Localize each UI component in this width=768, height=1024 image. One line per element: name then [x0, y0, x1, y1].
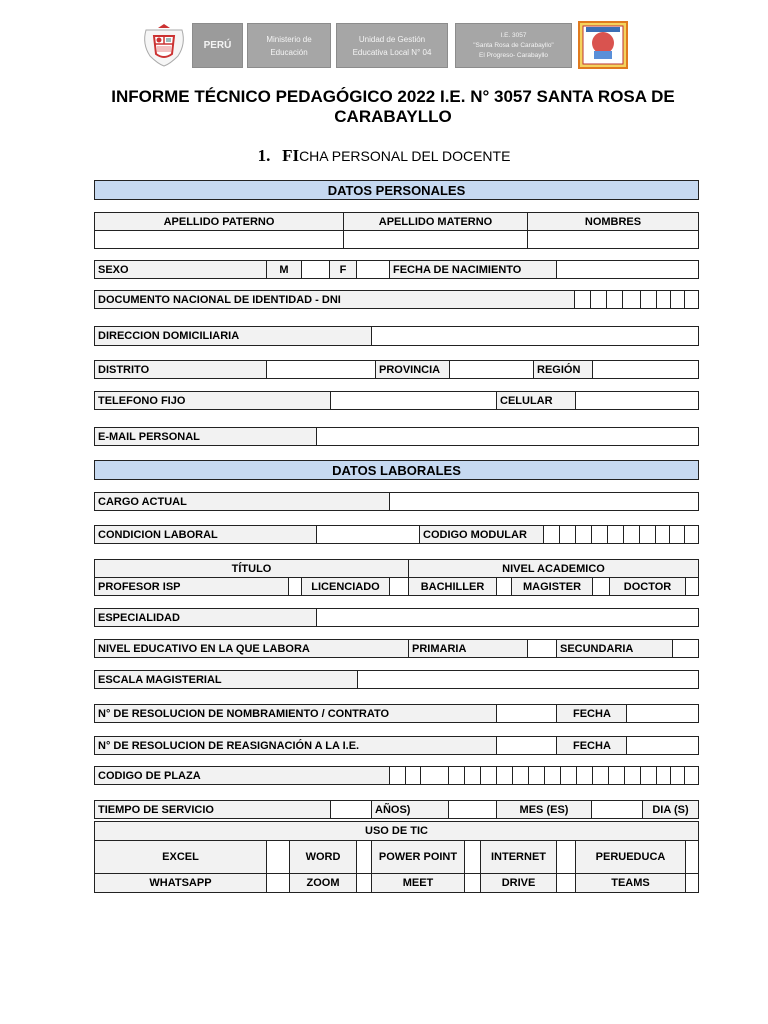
res-nombramiento-field[interactable]	[496, 704, 557, 723]
escala-field[interactable]	[357, 670, 699, 689]
codigo-plaza-box[interactable]	[670, 766, 685, 785]
provincia-field[interactable]	[449, 360, 534, 379]
codigo-plaza-box[interactable]	[448, 766, 465, 785]
licenciado-label: LICENCIADO	[301, 577, 390, 596]
nombres-label: NOMBRES	[527, 212, 699, 231]
tic-drive-checkbox[interactable]	[556, 873, 576, 893]
res-nombramiento-label: N° DE RESOLUCION DE NOMBRAMIENTO / CONTRATO	[94, 704, 497, 723]
codigo-modular-box[interactable]	[591, 525, 608, 544]
dni-digit-box[interactable]	[590, 290, 607, 309]
section-title-initial: FI	[282, 146, 300, 165]
res-reasignacion-label: N° DE RESOLUCION DE REASIGNACIÓN A LA I.E.	[94, 736, 497, 755]
tic-excel-label: EXCEL	[94, 840, 267, 874]
escala-label: ESCALA MAGISTERIAL	[94, 670, 358, 689]
tic-word-label: WORD	[289, 840, 357, 874]
codigo-plaza-box[interactable]	[496, 766, 513, 785]
sexo-label: SEXO	[94, 260, 267, 279]
dias-field[interactable]	[591, 800, 643, 819]
codigo-plaza-box[interactable]	[512, 766, 529, 785]
tic-whatsapp-checkbox[interactable]	[266, 873, 290, 893]
doctor-label: DOCTOR	[609, 577, 686, 596]
tic-perueduca-checkbox[interactable]	[685, 840, 699, 874]
res-reasignacion-fecha-label: FECHA	[556, 736, 627, 755]
anios-label: AÑOS)	[371, 800, 449, 819]
apellido-paterno-field[interactable]	[94, 230, 344, 249]
codigo-plaza-box[interactable]	[624, 766, 641, 785]
tic-powerpoint-checkbox[interactable]	[464, 840, 481, 874]
tic-meet-checkbox[interactable]	[464, 873, 481, 893]
profesor-isp-checkbox[interactable]	[288, 577, 302, 596]
report-title-line-2: CARABAYLLO	[334, 107, 452, 126]
datos-laborales-header: DATOS LABORALES	[94, 460, 699, 480]
tic-zoom-checkbox[interactable]	[356, 873, 372, 893]
uso-tic-header: USO DE TIC	[94, 821, 699, 841]
sexo-m-label: M	[266, 260, 302, 279]
school-crest-logo	[578, 21, 628, 69]
codigo-modular-box[interactable]	[684, 525, 699, 544]
tic-internet-checkbox[interactable]	[556, 840, 576, 874]
email-label: E-MAIL PERSONAL	[94, 427, 317, 446]
codigo-modular-box[interactable]	[543, 525, 560, 544]
tic-teams-label: TEAMS	[575, 873, 686, 893]
peru-logo: PERÚ	[192, 23, 243, 68]
codigo-plaza-box[interactable]	[560, 766, 577, 785]
report-title	[80, 87, 706, 127]
titulo-label: TÍTULO	[94, 559, 409, 578]
fecha-nacimiento-label: FECHA DE NACIMIENTO	[389, 260, 557, 279]
report-title-line-1: INFORME TÉCNICO PEDAGÓGICO 2022 I.E. N° 3057 SANTA ROSA DE	[111, 87, 675, 106]
tiempo-servicio-label: TIEMPO DE SERVICIO	[94, 800, 331, 819]
secundaria-checkbox[interactable]	[672, 639, 699, 658]
codigo-plaza-box[interactable]	[420, 766, 449, 785]
codigo-plaza-label: CODIGO DE PLAZA	[94, 766, 390, 785]
doctor-checkbox[interactable]	[685, 577, 699, 596]
anios-field[interactable]	[330, 800, 372, 819]
res-nombramiento-fecha-label: FECHA	[556, 704, 627, 723]
codigo-modular-box[interactable]	[669, 525, 685, 544]
tic-word-checkbox[interactable]	[356, 840, 372, 874]
codigo-plaza-box[interactable]	[640, 766, 657, 785]
sexo-f-checkbox[interactable]	[356, 260, 390, 279]
sexo-m-checkbox[interactable]	[301, 260, 330, 279]
tic-whatsapp-label: WHATSAPP	[94, 873, 267, 893]
ugel-logo: Unidad de Gestión Educativa Local N° 04	[336, 23, 448, 68]
apellido-paterno-label: APELLIDO PATERNO	[94, 212, 344, 231]
codigo-plaza-box[interactable]	[592, 766, 609, 785]
magister-label: MAGISTER	[511, 577, 593, 596]
apellido-materno-field[interactable]	[343, 230, 528, 249]
tic-internet-label: INTERNET	[480, 840, 557, 874]
meses-label: MES (ES)	[496, 800, 592, 819]
tic-excel-checkbox[interactable]	[266, 840, 290, 874]
region-label: REGIÓN	[533, 360, 593, 379]
tic-perueduca-label: PERUEDUCA	[575, 840, 686, 874]
distrito-field[interactable]	[266, 360, 376, 379]
dni-digit-box[interactable]	[670, 290, 685, 309]
codigo-modular-box[interactable]	[655, 525, 670, 544]
tic-powerpoint-label: POWER POINT	[371, 840, 465, 874]
apellido-materno-label: APELLIDO MATERNO	[343, 212, 528, 231]
datos-personales-header: DATOS PERSONALES	[94, 180, 699, 200]
dni-digit-box[interactable]	[574, 290, 591, 309]
profesor-isp-label: PROFESOR ISP	[94, 577, 289, 596]
condicion-field[interactable]	[316, 525, 420, 544]
telefono-label: TELEFONO FIJO	[94, 391, 331, 410]
codigo-plaza-box[interactable]	[684, 766, 699, 785]
email-field[interactable]	[316, 427, 699, 446]
primaria-checkbox[interactable]	[527, 639, 557, 658]
cargo-field[interactable]	[389, 492, 699, 511]
peru-coat-of-arms-logo	[140, 20, 188, 68]
nombres-field[interactable]	[527, 230, 699, 249]
bachiller-checkbox[interactable]	[496, 577, 512, 596]
codigo-modular-box[interactable]	[607, 525, 624, 544]
dni-digit-box[interactable]	[656, 290, 671, 309]
nivel-academico-label: NIVEL ACADEMICO	[408, 559, 699, 578]
primaria-label: PRIMARIA	[408, 639, 528, 658]
codigo-plaza-box[interactable]	[528, 766, 545, 785]
direccion-label: DIRECCION DOMICILIARIA	[94, 326, 372, 346]
celular-label: CELULAR	[496, 391, 576, 410]
celular-field[interactable]	[575, 391, 699, 410]
dni-digit-box[interactable]	[640, 290, 657, 309]
especialidad-label: ESPECIALIDAD	[94, 608, 317, 627]
dni-digit-box[interactable]	[622, 290, 641, 309]
codigo-plaza-box[interactable]	[389, 766, 406, 785]
section-number: 1.	[257, 146, 271, 165]
codigo-modular-box[interactable]	[559, 525, 576, 544]
magister-checkbox[interactable]	[592, 577, 610, 596]
dni-digit-box[interactable]	[684, 290, 699, 309]
meses-field[interactable]	[448, 800, 497, 819]
condicion-label: CONDICION LABORAL	[94, 525, 317, 544]
school-logo-text: I.E. 3057 "Santa Rosa de Carabayllo" El Progreso- Carabayllo	[455, 23, 572, 68]
section-heading	[0, 146, 768, 166]
licenciado-checkbox[interactable]	[389, 577, 409, 596]
ministry-logo: Ministerio de Educación	[247, 23, 331, 68]
dni-digit-box[interactable]	[606, 290, 623, 309]
res-reasignacion-field[interactable]	[496, 736, 557, 755]
bachiller-label: BACHILLER	[408, 577, 497, 596]
dias-label: DIA (S)	[642, 800, 699, 819]
res-reasignacion-fecha-field[interactable]	[626, 736, 699, 755]
codigo-plaza-box[interactable]	[464, 766, 481, 785]
codigo-plaza-box[interactable]	[544, 766, 561, 785]
tic-zoom-label: ZOOM	[289, 873, 357, 893]
codigo-plaza-box[interactable]	[576, 766, 593, 785]
direccion-field[interactable]	[371, 326, 699, 346]
especialidad-field[interactable]	[316, 608, 699, 627]
codigo-plaza-box[interactable]	[405, 766, 421, 785]
tic-drive-label: DRIVE	[480, 873, 557, 893]
dni-label: DOCUMENTO NACIONAL DE IDENTIDAD - DNI	[94, 290, 575, 309]
res-nombramiento-fecha-field[interactable]	[626, 704, 699, 723]
codigo-modular-box[interactable]	[623, 525, 640, 544]
tic-meet-label: MEET	[371, 873, 465, 893]
codigo-plaza-box[interactable]	[480, 766, 497, 785]
cargo-label: CARGO ACTUAL	[94, 492, 390, 511]
tic-teams-checkbox[interactable]	[685, 873, 699, 893]
nivel-educativo-label: NIVEL EDUCATIVO EN LA QUE LABORA	[94, 639, 409, 658]
codigo-plaza-box[interactable]	[656, 766, 671, 785]
region-field[interactable]	[592, 360, 699, 379]
telefono-field[interactable]	[330, 391, 497, 410]
section-title-rest: CHA PERSONAL DEL DOCENTE	[299, 148, 511, 164]
provincia-label: PROVINCIA	[375, 360, 450, 379]
codigo-plaza-box[interactable]	[608, 766, 625, 785]
codigo-modular-box[interactable]	[575, 525, 592, 544]
codigo-modular-box[interactable]	[639, 525, 656, 544]
codigo-modular-label: CODIGO MODULAR	[419, 525, 544, 544]
secundaria-label: SECUNDARIA	[556, 639, 673, 658]
sexo-f-label: F	[329, 260, 357, 279]
fecha-nacimiento-field[interactable]	[556, 260, 699, 279]
distrito-label: DISTRITO	[94, 360, 267, 379]
